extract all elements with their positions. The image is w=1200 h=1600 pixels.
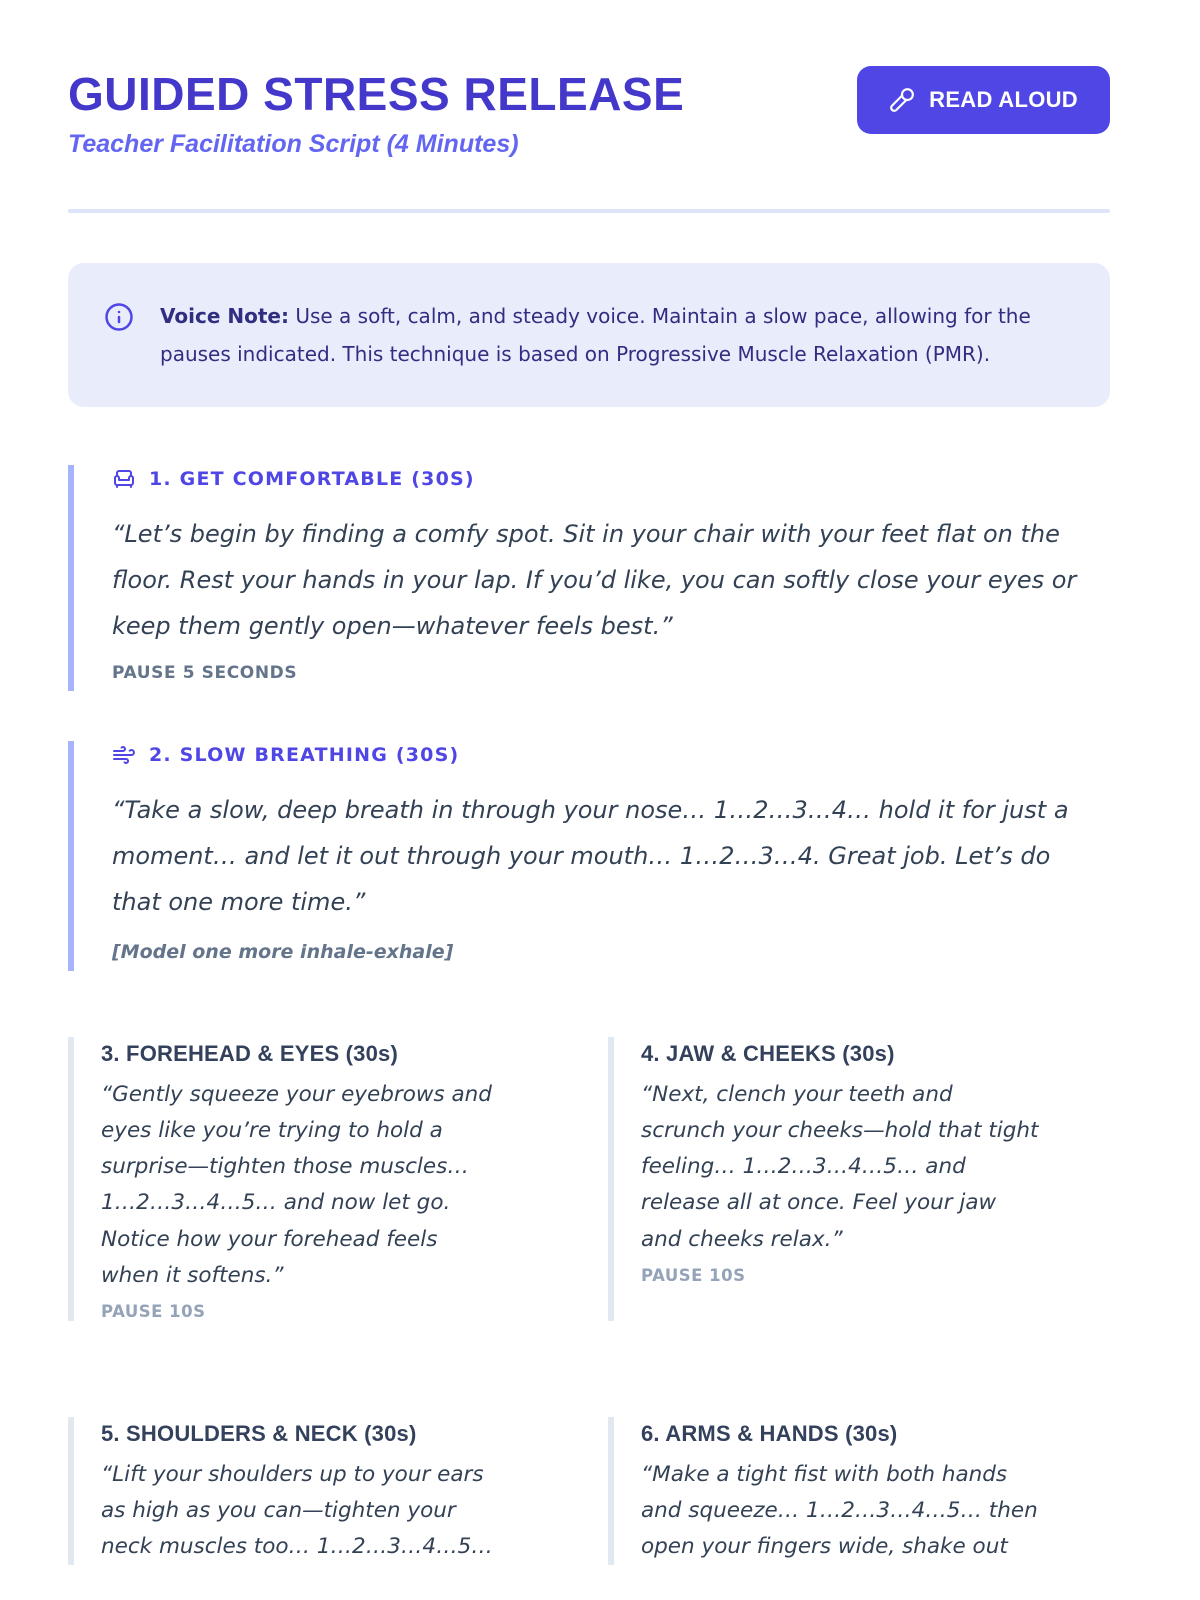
section-heading: 4. JAW & CHEEKS (30s) — [641, 1041, 895, 1067]
section-heading-label: 2. SLOW BREATHING (30S) — [149, 743, 460, 766]
script-quote: “Next, clench your teeth and scrunch your cheeks—hold that tight feeling… 1…2…3…4…5… and release all at once. Feel your jaw and cheeks relax.” — [641, 1082, 1039, 1252]
pause-note: PAUSE 10S — [641, 1265, 746, 1285]
script-quote: “Lift your shoulders up to your ears as high as you can—tighten your neck muscles too… 1…2…3…4…5… — [101, 1461, 493, 1560]
section-forehead-eyes — [68, 1037, 570, 1321]
mic-icon — [889, 87, 915, 113]
title-block — [68, 70, 684, 159]
armchair-icon — [112, 467, 136, 491]
voice-note-label: Voice Note: — [160, 303, 289, 328]
pause-note: PAUSE 10S — [101, 1301, 206, 1321]
section-slow-breathing — [68, 741, 1110, 971]
script-quote: “Gently squeeze your eyebrows and eyes like you’re trying to hold a surprise—tighten those muscles… 1…2…3…4…5… and now let go. Notice how your forehead feels when it softens.” — [101, 1082, 492, 1288]
section-arms-hands — [608, 1417, 1110, 1565]
section-heading: 5. SHOULDERS & NECK (30s) — [101, 1420, 417, 1446]
page-subtitle: Teacher Facilitation Script (4 Minutes) — [68, 129, 519, 158]
read-aloud-button[interactable] — [857, 66, 1110, 134]
info-icon — [104, 302, 134, 332]
section-shoulders-neck — [68, 1417, 570, 1565]
section-get-comfortable — [68, 465, 1110, 691]
page-title: GUIDED STRESS RELEASE — [68, 68, 685, 120]
script-quote: “Take a slow, deep breath in through your nose… 1…2…3…4… hold it for just a moment… and let it out through your mouth… 1…2…3…4. Great job. Let’s do that one more time.” — [112, 795, 1069, 917]
voice-note-callout — [68, 263, 1110, 407]
section-heading-label: 1. GET COMFORTABLE (30S) — [149, 467, 475, 490]
read-aloud-label: READ ALOUD — [929, 87, 1078, 112]
sections-grid — [68, 1037, 1110, 1565]
script-quote: “Let’s begin by finding a comfy spot. Sit in your chair with your feet flat on the floor. Rest your hands in your lap. If you’d like, you can softly close your eyes or keep them gently open—whatever feels best.” — [112, 519, 1077, 640]
divider — [68, 209, 1110, 213]
voice-note-text — [160, 297, 1070, 373]
section-heading: 6. ARMS & HANDS (30s) — [641, 1420, 898, 1446]
section-jaw-cheeks — [608, 1037, 1110, 1321]
wind-icon — [112, 743, 136, 767]
stage-direction-note: [Model one more inhale-exhale] — [112, 941, 454, 964]
header — [68, 70, 1110, 159]
section-heading — [112, 467, 1110, 491]
section-heading: 3. FOREHEAD & EYES (30s) — [101, 1041, 398, 1067]
script-quote: “Make a tight fist with both hands and squeeze… 1…2…3…4…5… then open your fingers wide, shake out — [641, 1461, 1038, 1560]
section-heading — [112, 743, 1110, 767]
voice-note-body: Use a soft, calm, and steady voice. Maintain a slow pace, allowing for the pauses indicated. This technique is based on Progressive Muscle Relaxation (PMR). — [160, 303, 1031, 366]
pause-note: PAUSE 5 SECONDS — [112, 662, 298, 683]
